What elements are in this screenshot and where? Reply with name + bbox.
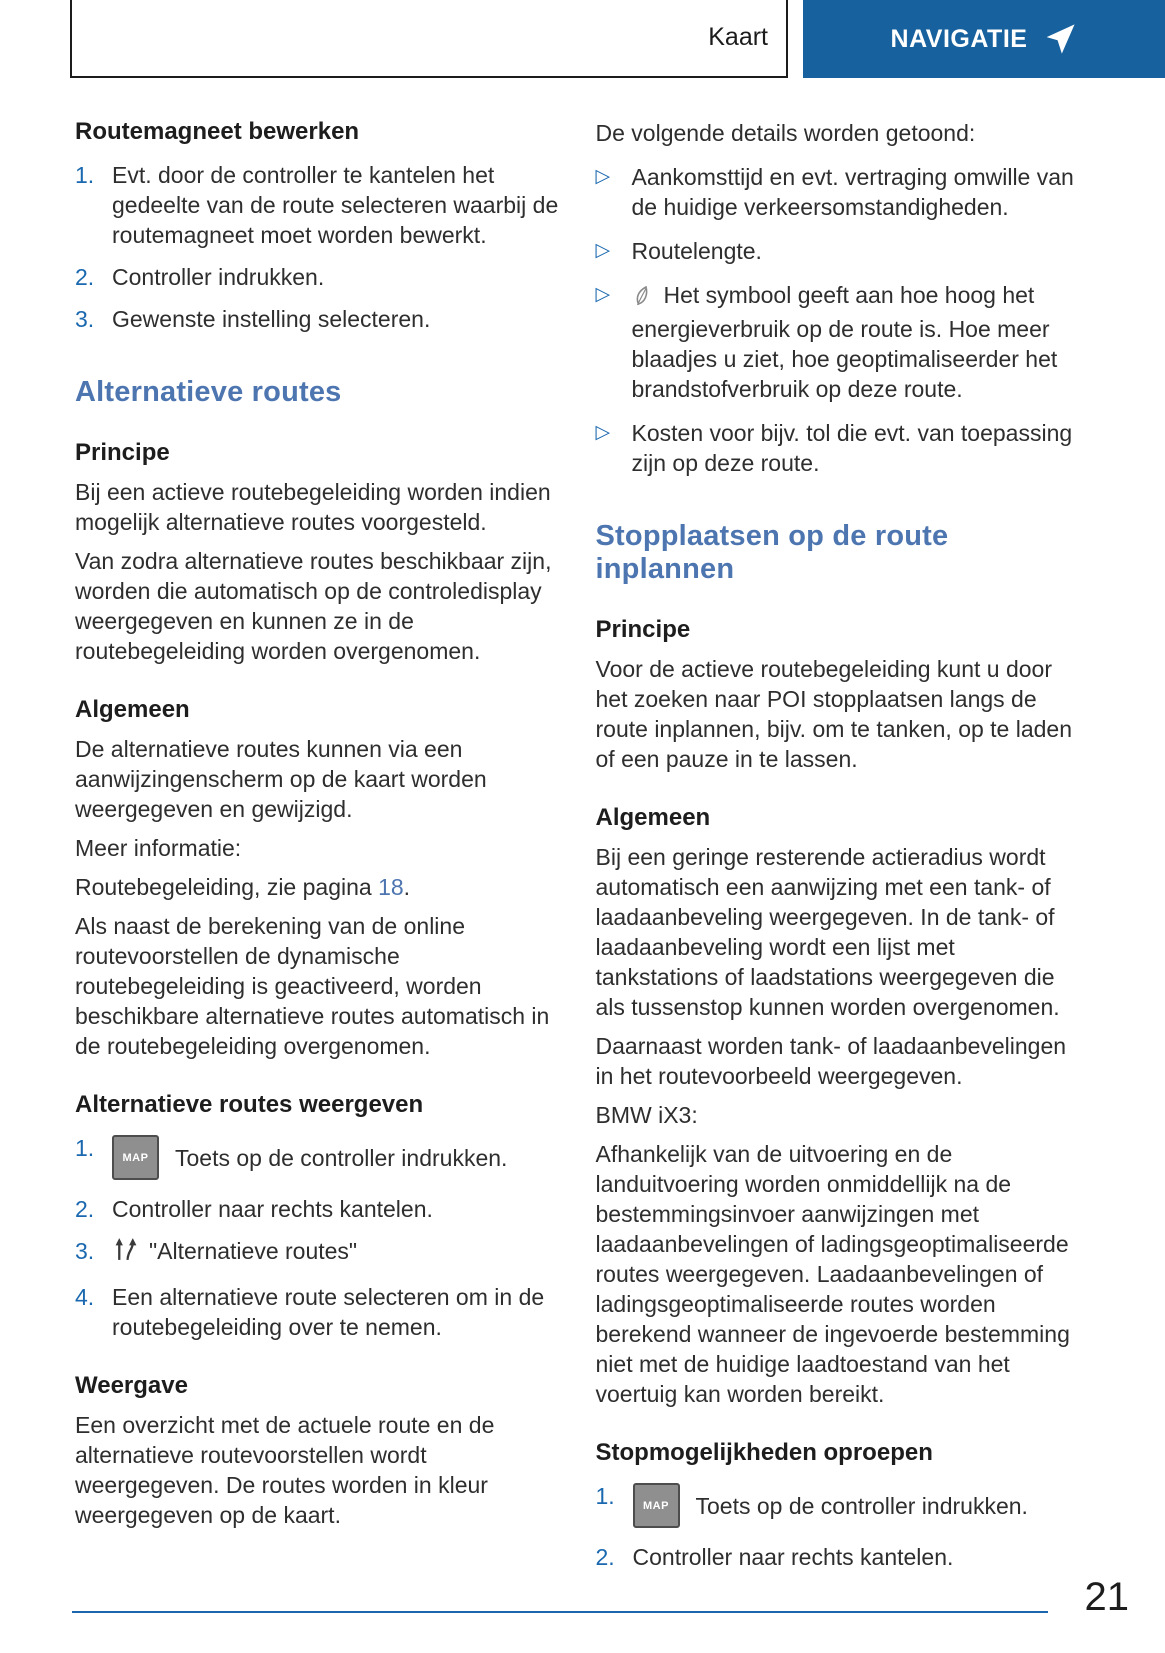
- step-text: Toets op de controller indrukken.: [695, 1492, 1028, 1519]
- detail-text: Kosten voor bijv. tol die evt. van toepassing zijn op deze route.: [631, 420, 1073, 476]
- list-item: [596, 236, 1081, 266]
- step-text: Een alternatieve route selecteren om in de routebegeleiding over te nemen.: [112, 1284, 545, 1340]
- paragraph: Bij een geringe resterende actieradius wordt automatisch een aanwijzing met een tank- of laadaanbeveling weergegeven. In de tank- of laadaanbeveling wordt een lijst met tankstations of laadstations weergegeven die als tussenstop kunnen worden overgenomen.: [595, 844, 1060, 1020]
- step-number: 4.: [75, 1284, 95, 1310]
- step-number: 3.: [75, 306, 95, 332]
- step-text: "Alternatieve routes": [149, 1238, 358, 1264]
- link-prefix: Routebegeleiding, zie pagina: [75, 874, 379, 900]
- paragraph: Als naast de berekening van de online routevoorstellen de dynamische routebegeleiding is geactiveerd, worden beschikbare alternatieve routes automatisch in de routebegeleiding overgenomen.: [75, 913, 550, 1059]
- list-item: [596, 1542, 1081, 1572]
- triangle-bullet-icon: ▷: [595, 166, 611, 187]
- paragraph: Afhankelijk van de uitvoering en de landuitvoering worden onmiddellijk na de bestemmingsinvoer aanwijzingen met laadaanbevelingen of ladingsgeoptimaliseerde routes weergegeven. Laadaanbevelingen of ladingsgeoptimaliseerde routes worden berekend wanneer de ingevoerde bestemming niet met de huidige laadtoestand van het voertuig kan worden bereikt.: [595, 1141, 1070, 1407]
- list-item: [75, 304, 560, 334]
- paragraph: Van zodra alternatieve routes beschikbaar zijn, worden die automatisch op de controledisplay weergegeven en kunnen ze in de routebegeleiding worden overgenomen.: [75, 548, 552, 664]
- page-number: 21: [1084, 1575, 1129, 1619]
- chapter-tab-box: [70, 0, 788, 78]
- stopmogelijkheden-steps: [596, 1481, 1081, 1572]
- map-key-icon: MAP: [112, 1135, 159, 1180]
- step-number: 3.: [75, 1238, 95, 1264]
- list-item: [75, 1236, 560, 1270]
- right-column: [596, 118, 1081, 1584]
- paragraph: Meer informatie:: [75, 835, 242, 861]
- details-list: [596, 162, 1081, 478]
- link-suffix: .: [403, 874, 411, 900]
- step-number: 2.: [595, 1544, 615, 1570]
- navigation-banner: [803, 0, 1165, 78]
- heading-routemagneet: Routemagneet bewerken: [75, 118, 360, 145]
- step-text: Evt. door de controller te kantelen het gedeelte van de route selecteren waarbij de routemagneet moet worden bewerkt.: [112, 162, 559, 248]
- list-item: [75, 1282, 560, 1342]
- alternative-routes-icon: [112, 1236, 139, 1270]
- footer-rule: [72, 1611, 1048, 1613]
- step-number: 2.: [75, 1196, 95, 1222]
- leaf-icon: [632, 284, 654, 314]
- detail-text: Routelengte.: [631, 238, 762, 264]
- triangle-bullet-icon: ▷: [595, 422, 611, 443]
- heading-principe: Principe: [75, 439, 170, 466]
- paragraph: Bij een actieve routebegeleiding worden indien mogelijk alternatieve routes voorgesteld.: [75, 479, 551, 535]
- list-item: [596, 162, 1081, 222]
- list-item: [596, 418, 1081, 478]
- heading-principe: Principe: [595, 616, 691, 643]
- heading-algemeen: Algemeen: [75, 696, 190, 723]
- paragraph: Een overzicht met de actuele route en de alternatieve routevoorstellen wordt weergegeven. De routes worden in kleur weergegeven op de kaart.: [75, 1412, 495, 1528]
- step-number: 2.: [75, 264, 95, 290]
- routemagneet-steps: [75, 160, 560, 334]
- cross-reference-line: [75, 872, 560, 902]
- page-18-link[interactable]: 18: [378, 874, 404, 900]
- step-text: Controller indrukken.: [112, 264, 325, 290]
- step-text: Controller naar rechts kantelen.: [112, 1196, 433, 1222]
- step-text: Toets op de controller indrukken.: [175, 1144, 508, 1171]
- detail-text: Aankomsttijd en evt. vertraging omwille van de huidige verkeersomstandigheden.: [631, 164, 1074, 220]
- step-number: 1.: [595, 1483, 615, 1509]
- list-item: [75, 1133, 560, 1182]
- step-text: Controller naar rechts kantelen.: [632, 1544, 954, 1570]
- heading-stopmogelijkheden: Stopmogelijkheden oproepen: [595, 1439, 933, 1466]
- list-item: [75, 1194, 560, 1224]
- heading-alternatieve-routes: Alternatieve routes: [75, 376, 342, 408]
- paragraph: BMW iX3:: [595, 1102, 698, 1128]
- left-column: [75, 118, 560, 1584]
- map-key-icon: MAP: [633, 1483, 680, 1528]
- page-content: [75, 118, 1080, 1584]
- step-number: 1.: [75, 1135, 95, 1161]
- list-item: [596, 1481, 1081, 1530]
- chapter-tab-label: Kaart: [708, 22, 768, 51]
- paragraph: De volgende details worden getoond:: [595, 120, 976, 146]
- paragraph: Voor de actieve routebegeleiding kunt u door het zoeken naar POI stopplaatsen langs de route inplannen, bijv. om te tanken, op te laden of een pauze in te lassen.: [595, 656, 1073, 772]
- list-item: [75, 160, 560, 250]
- heading-algemeen: Algemeen: [595, 804, 711, 831]
- detail-text: Het symbool geeft aan hoe hoog het energieverbruik op de route is. Hoe meer blaadjes u ziet, hoe geoptimaliseerder het brandstofverbruik op deze route.: [631, 282, 1058, 402]
- list-item: [75, 262, 560, 292]
- step-text: Gewenste instelling selecteren.: [112, 306, 431, 332]
- paragraph: Daarnaast worden tank- of laadaanbevelingen in het routevoorbeeld weergegeven.: [595, 1033, 1067, 1089]
- heading-stopplaatsen: Stopplaatsen op de route inplannen: [595, 520, 949, 585]
- triangle-bullet-icon: ▷: [595, 284, 611, 305]
- heading-weergeven: Alternatieve routes weergeven: [75, 1091, 424, 1118]
- list-item: [596, 280, 1081, 404]
- banner-title: NAVIGATIE: [890, 24, 1028, 53]
- navigation-arrow-icon: [1043, 22, 1077, 56]
- paragraph: De alternatieve routes kunnen via een aanwijzingenscherm op de kaart worden weergegeven en gewijzigd.: [75, 736, 487, 822]
- weergeven-steps: [75, 1133, 560, 1342]
- step-number: 1.: [75, 162, 95, 188]
- heading-weergave: Weergave: [75, 1372, 188, 1399]
- triangle-bullet-icon: ▷: [595, 240, 611, 261]
